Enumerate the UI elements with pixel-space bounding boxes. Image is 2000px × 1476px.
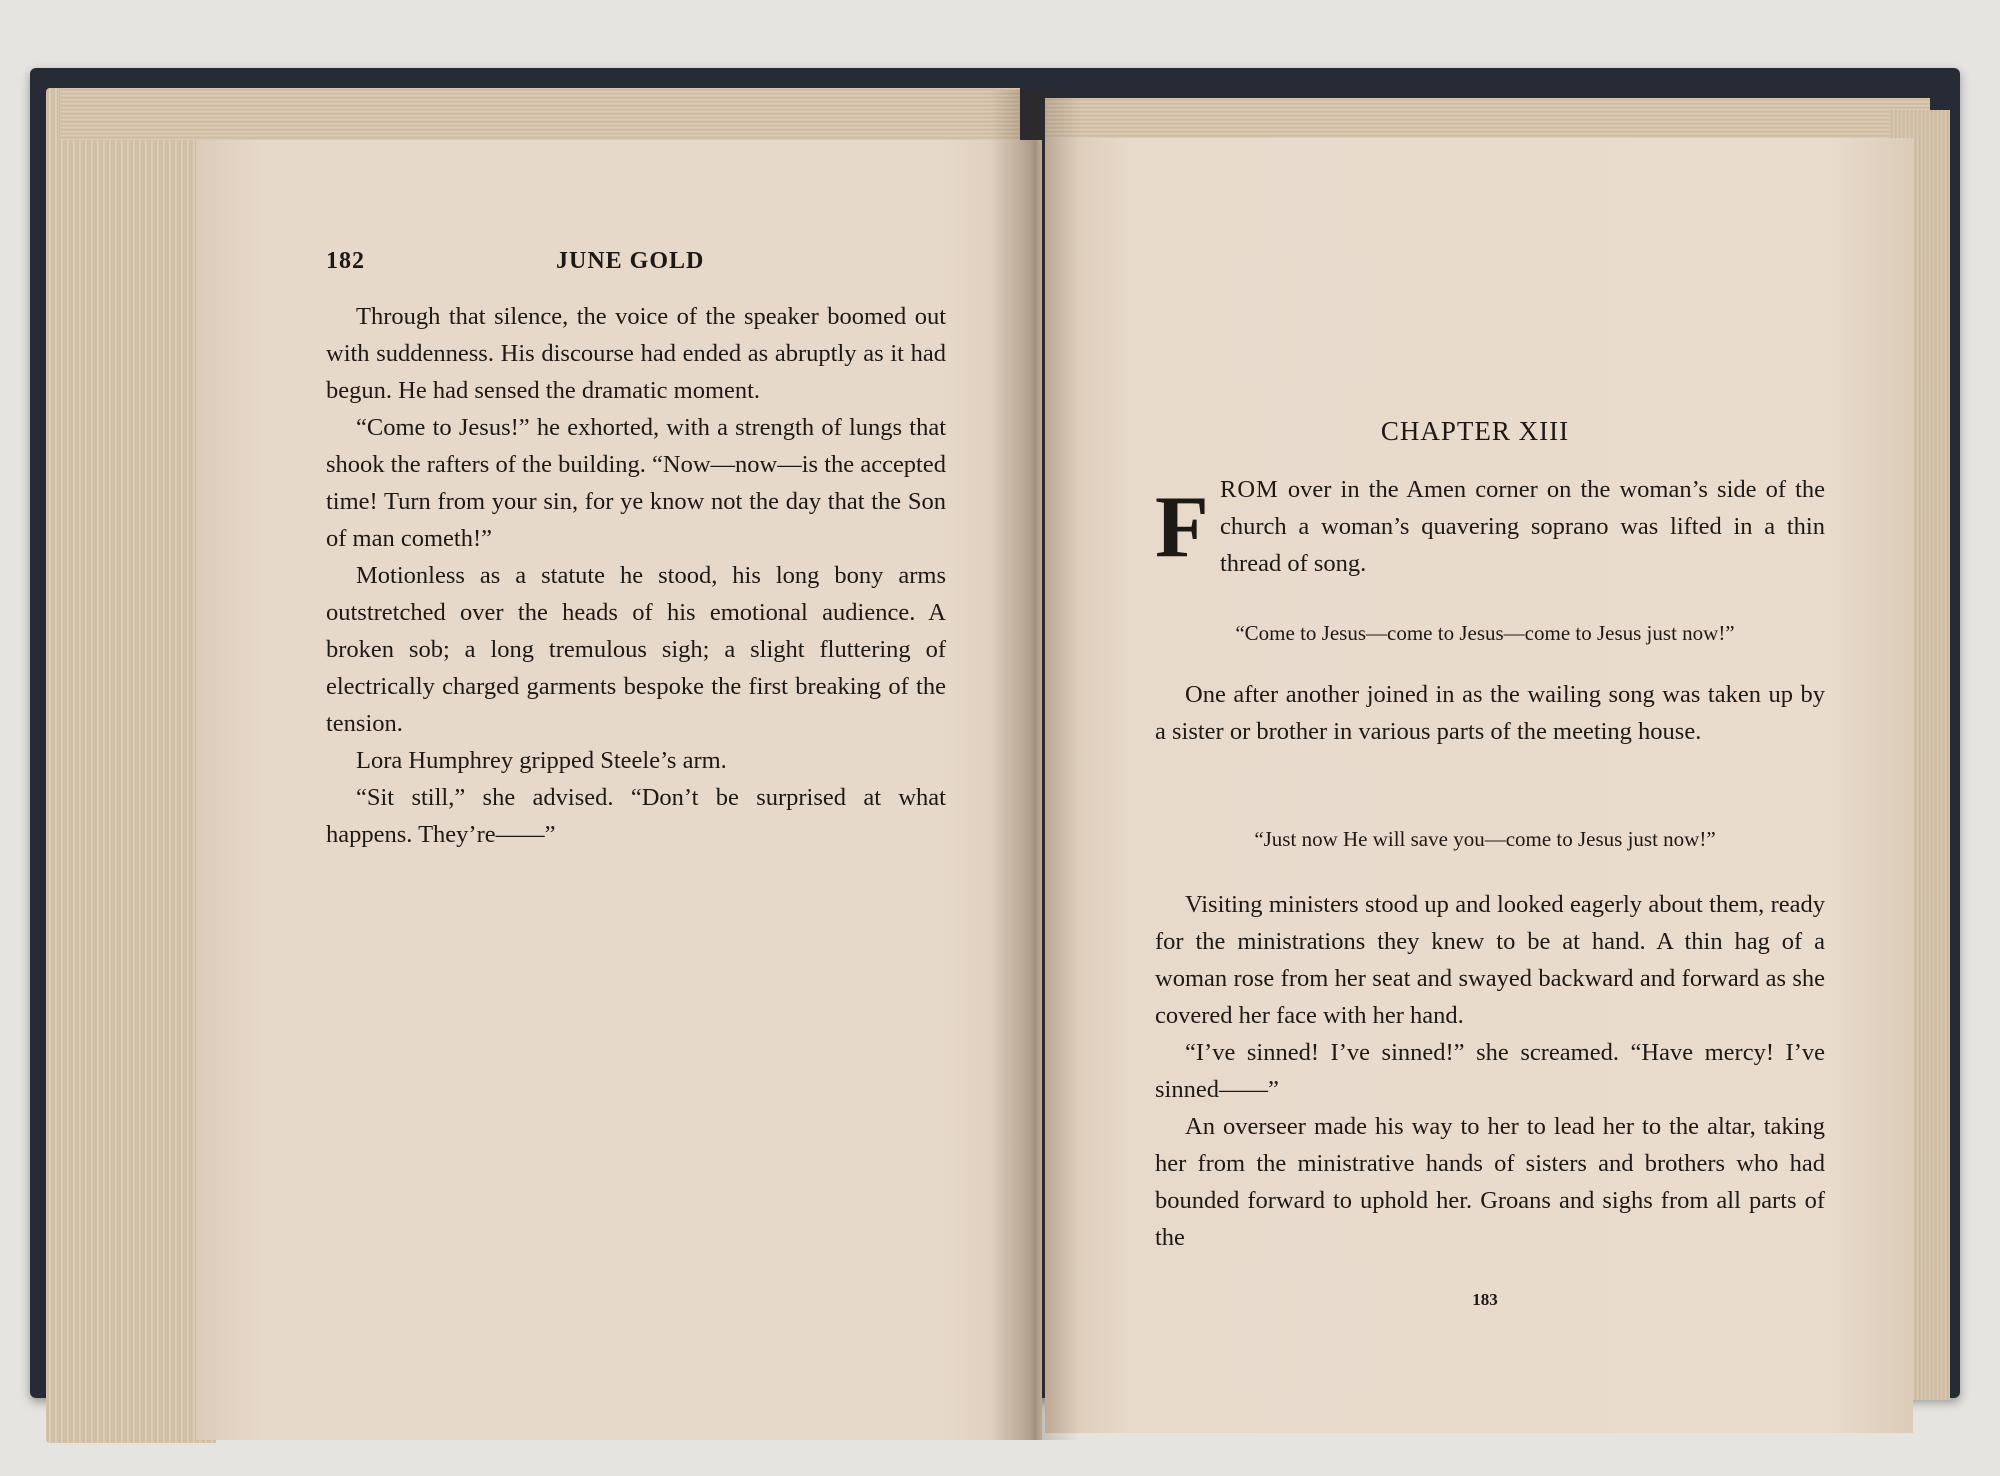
- left-page: [196, 140, 1042, 1440]
- right-page-body-1: [1155, 676, 1825, 750]
- drop-cap: F: [1155, 479, 1209, 576]
- first-paragraph-lead: ROM: [1220, 476, 1279, 503]
- top-page-edges-left: [60, 88, 1020, 140]
- chapter-title: CHAPTER XIII: [1380, 416, 1570, 446]
- paragraph: “Come to Jesus!” he exhorted, with a strength of lungs that shook the rafters of the building. “Now—now—is the accepted time! Turn from your sin, for ye know not the day that the Son of man cometh!”: [326, 414, 946, 552]
- top-page-edges-right: [1045, 98, 1930, 138]
- left-page-edges: [46, 88, 216, 1443]
- paragraph: One after another joined in as the wailing song was taken up by a sister or brother in various parts of the meeting house.: [1155, 681, 1825, 745]
- right-page-body-2: [1155, 886, 1825, 1256]
- page-number-right: 183: [1472, 1290, 1498, 1309]
- paragraph: Lora Humphrey gripped Steele’s arm.: [356, 747, 727, 774]
- song-line: “Come to Jesus—come to Jesus—come to Jesus just now!”: [1235, 621, 1735, 645]
- running-head: JUNE GOLD: [556, 248, 705, 274]
- left-page-header: [326, 248, 772, 288]
- paragraph: Visiting ministers stood up and looked eagerly about them, ready for the ministrations they knew to be at hand. A thin hag of a woman rose from her seat and swayed backward and forward as she covered her face with her hand.: [1155, 891, 1825, 1029]
- song-line: “Just now He will save you—come to Jesus just now!”: [1254, 827, 1716, 851]
- first-paragraph-rest: over in the Amen corner on the woman’s side of the church a woman’s quavering soprano was lifted in a thin thread of song.: [1220, 476, 1825, 577]
- paragraph: “I’ve sinned! I’ve sinned!” she screamed. “Have mercy! I’ve sinned——”: [1155, 1039, 1825, 1103]
- right-page: [1045, 138, 1913, 1433]
- paragraph: An overseer made his way to her to lead her to the altar, taking her from the ministrative hands of sisters and brothers who had bounded forward to uphold her. Groans and sighs from all parts of the: [1155, 1113, 1825, 1251]
- first-paragraph: [1220, 471, 1825, 582]
- paragraph: Through that silence, the voice of the speaker boomed out with suddenness. His discourse had ended as abruptly as it had begun. He had sensed the dramatic moment.: [326, 303, 946, 404]
- left-page-body: [326, 298, 946, 853]
- paragraph: “Sit still,” she advised. “Don’t be surprised at what happens. They’re——”: [326, 784, 946, 848]
- page-number-left: 182: [326, 248, 365, 274]
- paragraph: Motionless as a statute he stood, his long bony arms outstretched over the heads of his emotional audience. A broken sob; a long tremulous sigh; a slight fluttering of electrically charged garments bespoke the first breaking of the tension.: [326, 562, 946, 737]
